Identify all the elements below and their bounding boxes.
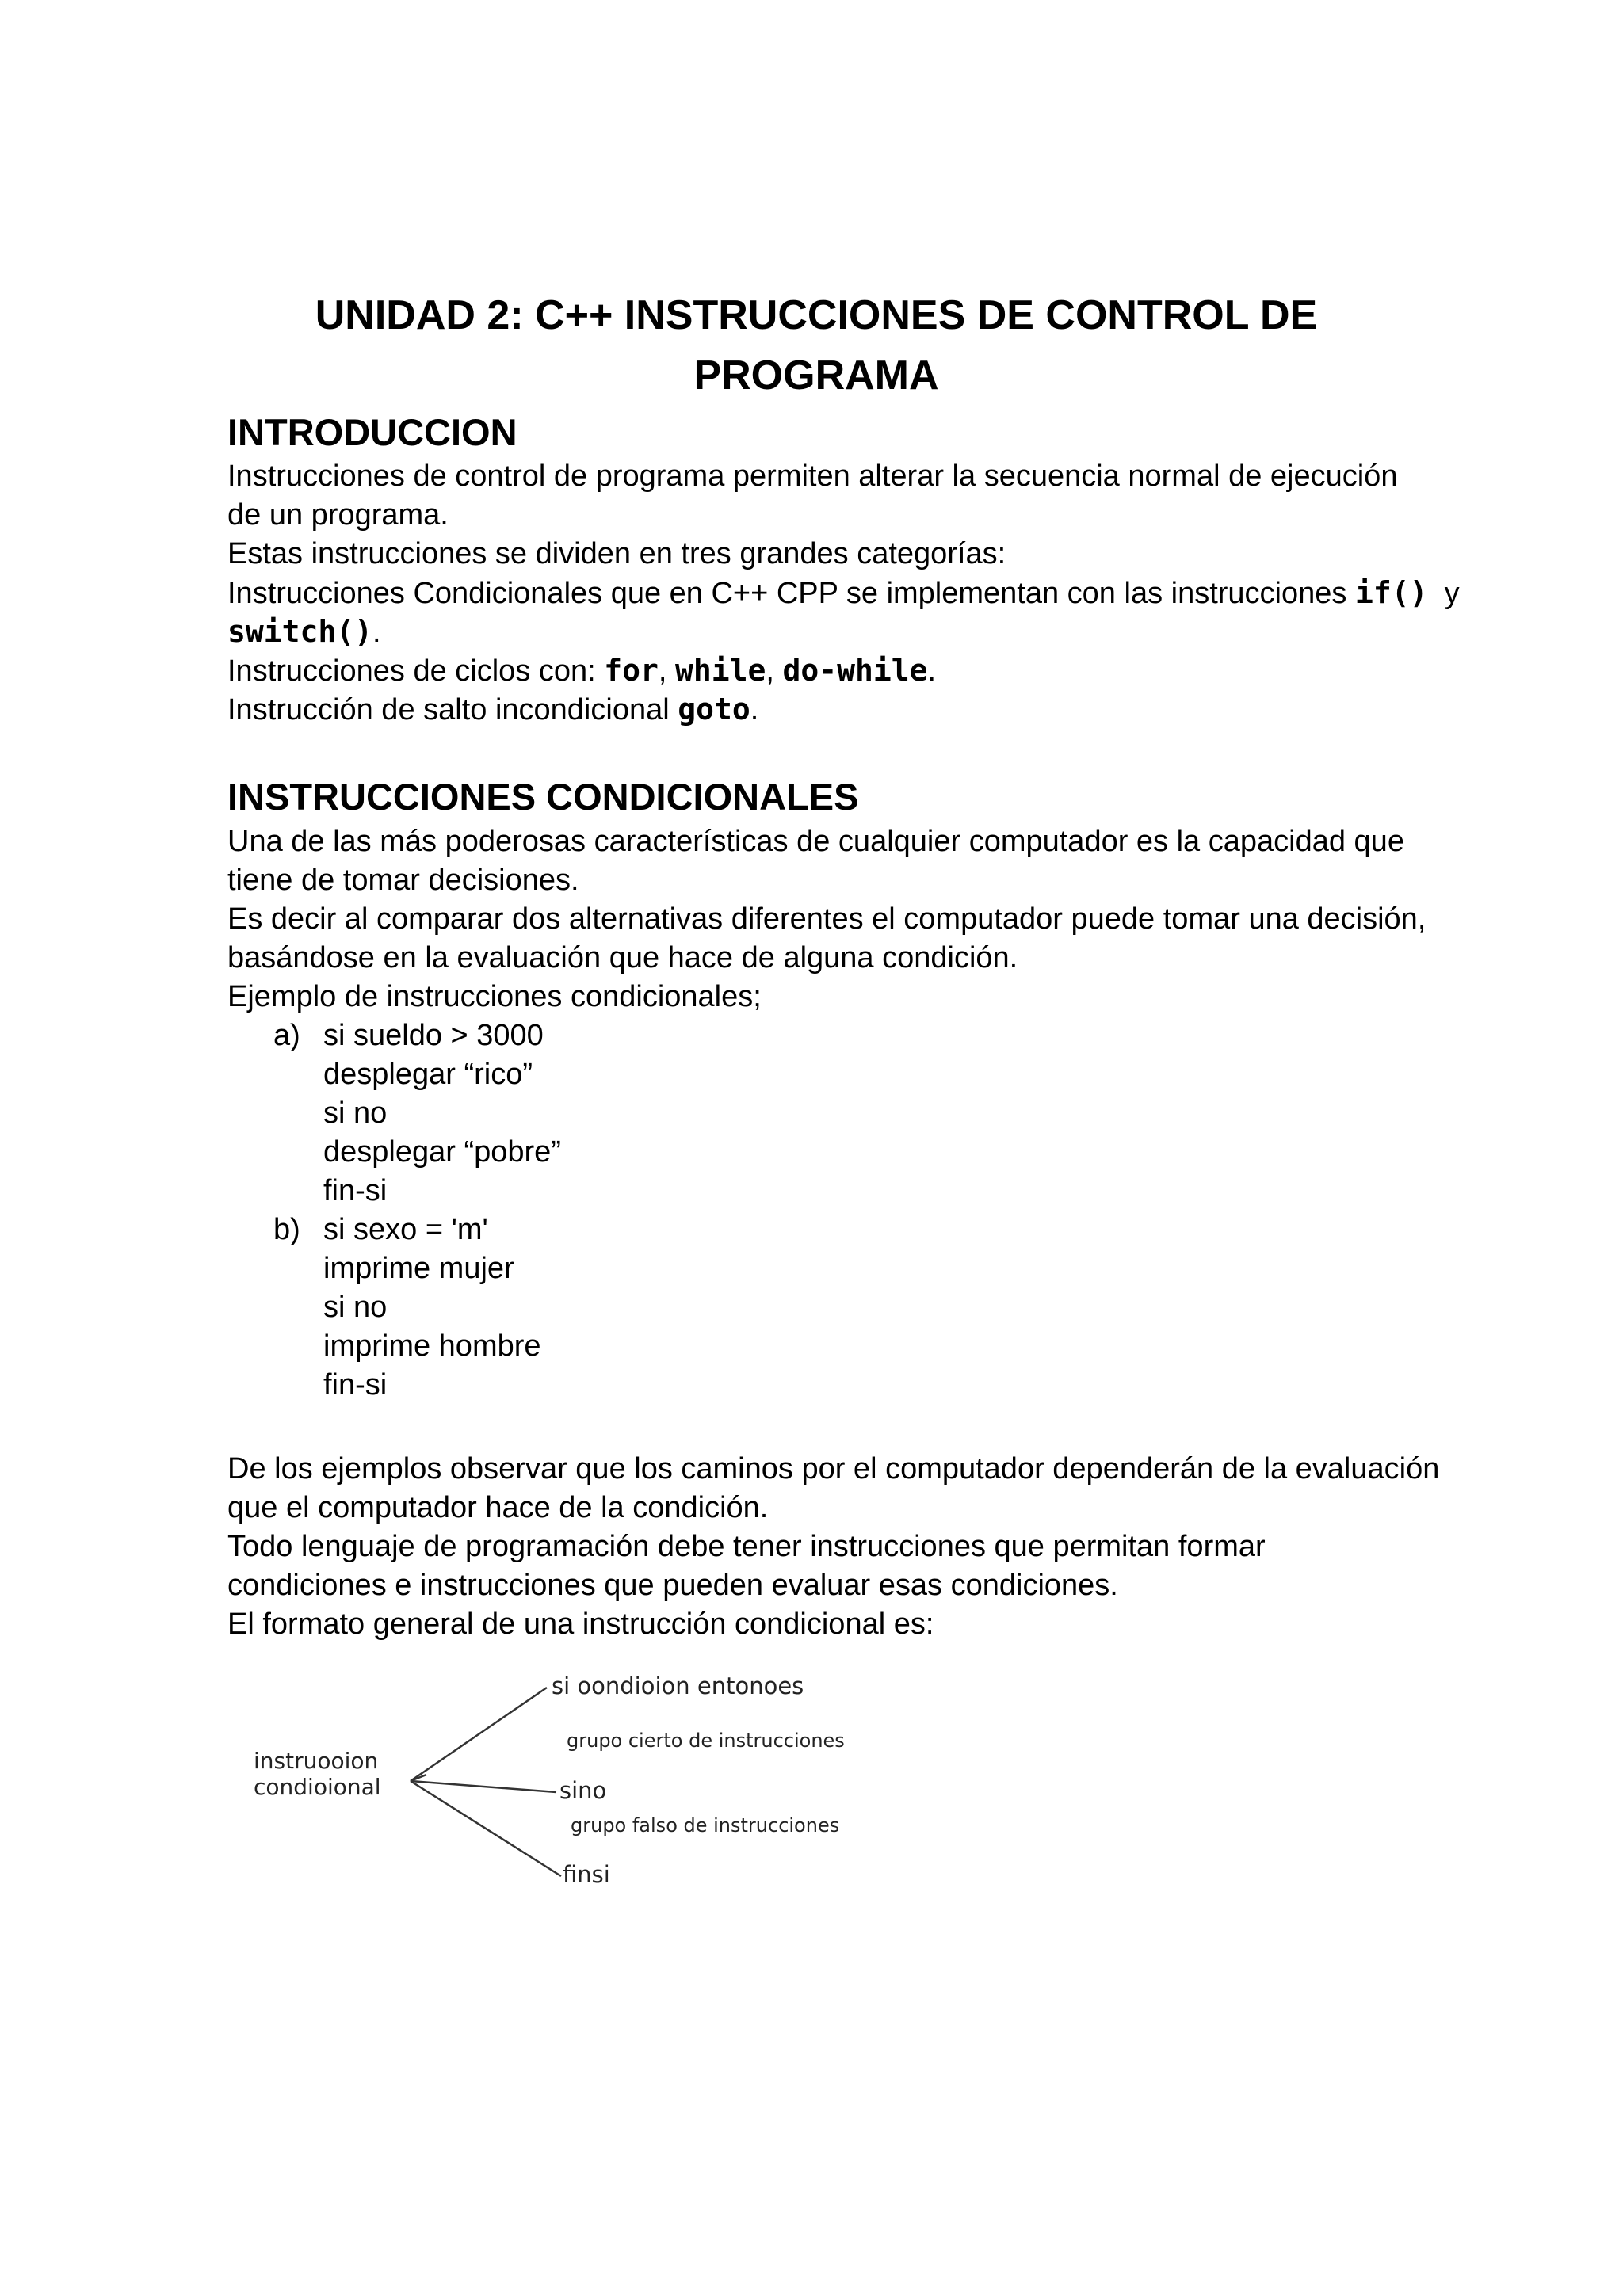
punct: . bbox=[927, 654, 937, 688]
list-marker-a: a) bbox=[273, 1019, 300, 1052]
intro-paragraph-2: Estas instrucciones se dividen en tres grandes categorías: bbox=[227, 537, 1006, 570]
intro-paragraph-1-line-1: Instrucciones de control de programa permiten alterar la secuencia normal de ejecución bbox=[227, 460, 1398, 493]
example-a-line-3: si no bbox=[323, 1097, 388, 1130]
intro-paragraph-3 bbox=[227, 574, 1460, 613]
cond-paragraph-3: Ejemplo de instrucciones condicionales; bbox=[227, 980, 762, 1013]
cond-paragraph-1-line-1: Una de las más poderosas características de cualquier computador es la capacidad que bbox=[227, 825, 1404, 858]
cond-paragraph-5-line-2: condiciones e instrucciones que pueden evaluar esas condiciones. bbox=[227, 1569, 1118, 1602]
page-title bbox=[206, 285, 1426, 406]
code-switch: switch() bbox=[227, 614, 373, 649]
example-b bbox=[273, 1211, 488, 1249]
conditional-format-diagram bbox=[238, 1664, 872, 1901]
cond-paragraph-1-line-2: tiene de tomar decisiones. bbox=[227, 864, 579, 897]
intro-paragraph-4 bbox=[227, 651, 1416, 691]
list-marker-b: b) bbox=[273, 1213, 300, 1246]
example-b-line-5: fin-si bbox=[323, 1368, 388, 1402]
intro-p3-and: y bbox=[1444, 577, 1460, 610]
example-b-line-3: si no bbox=[323, 1291, 388, 1324]
punct: , bbox=[658, 654, 667, 688]
intro-paragraph-3-cont bbox=[227, 612, 1416, 652]
diagram-group-true: grupo cierto de instrucciones bbox=[567, 1730, 845, 1752]
diagram-group-false: grupo falso de instrucciones bbox=[571, 1814, 840, 1836]
cond-paragraph-5-line-1: Todo lenguaje de programación debe tener instrucciones que permitan formar bbox=[227, 1530, 1266, 1563]
title-line-2: PROGRAMA bbox=[693, 353, 939, 399]
cond-paragraph-2-line-1: Es decir al comparar dos alternativas diferentes el computador puede tomar una decisión, bbox=[227, 902, 1426, 936]
code-if: if() bbox=[1354, 575, 1428, 610]
punct: . bbox=[372, 616, 381, 649]
cond-paragraph-6: El formato general de una instrucción condicional es: bbox=[227, 1608, 934, 1641]
diagram-branch-line-bottom bbox=[411, 1781, 561, 1876]
cond-heading: INSTRUCCIONES CONDICIONALES bbox=[227, 776, 859, 818]
example-b-line-4: imprime hombre bbox=[323, 1329, 541, 1363]
example-a-line-5: fin-si bbox=[323, 1174, 388, 1207]
intro-p5-text: Instrucción de salto incondicional bbox=[227, 693, 670, 727]
code-do-while: do-while bbox=[782, 653, 928, 688]
intro-paragraph-1-line-2: de un programa. bbox=[227, 498, 449, 532]
example-a bbox=[273, 1016, 544, 1055]
cond-paragraph-2-line-2: basándose en la evaluación que hace de alguna condición. bbox=[227, 941, 1018, 974]
intro-p4-text: Instrucciones de ciclos con: bbox=[227, 654, 596, 688]
example-a-line-2: desplegar “rico” bbox=[323, 1058, 533, 1091]
example-a-line-1: si sueldo > 3000 bbox=[323, 1019, 544, 1052]
code-for: for bbox=[604, 653, 659, 688]
diagram-branch-bottom: finsi bbox=[563, 1861, 610, 1888]
diagram-branch-line-top bbox=[411, 1688, 547, 1781]
example-a-line-4: desplegar “pobre” bbox=[323, 1135, 561, 1169]
diagram-root-line-1: instruooion bbox=[254, 1748, 379, 1774]
cond-paragraph-4-line-2: que el computador hace de la condición. bbox=[227, 1491, 769, 1524]
intro-heading: INTRODUCCION bbox=[227, 411, 517, 453]
diagram-branch-mid: sino bbox=[559, 1777, 607, 1804]
code-goto: goto bbox=[678, 692, 750, 727]
diagram-root-line-2: condioional bbox=[254, 1774, 381, 1800]
title-line-1: UNIDAD 2: C++ INSTRUCCIONES DE CONTROL DE bbox=[315, 292, 1318, 338]
intro-p3-text: Instrucciones Condicionales que en C++ CPP se implementan con las instrucciones bbox=[227, 577, 1347, 610]
cond-paragraph-4-line-1: De los ejemplos observar que los caminos por el computador dependerán de la evaluación bbox=[227, 1452, 1440, 1486]
example-b-line-1: si sexo = 'm' bbox=[323, 1213, 488, 1246]
example-b-line-2: imprime mujer bbox=[323, 1252, 514, 1285]
diagram-branch-line-mid bbox=[411, 1781, 556, 1792]
code-while: while bbox=[675, 653, 766, 688]
punct: . bbox=[750, 693, 759, 727]
punct: , bbox=[766, 654, 774, 688]
diagram-branch-top: si oondioion entonoes bbox=[552, 1672, 804, 1699]
intro-paragraph-5 bbox=[227, 690, 1416, 730]
